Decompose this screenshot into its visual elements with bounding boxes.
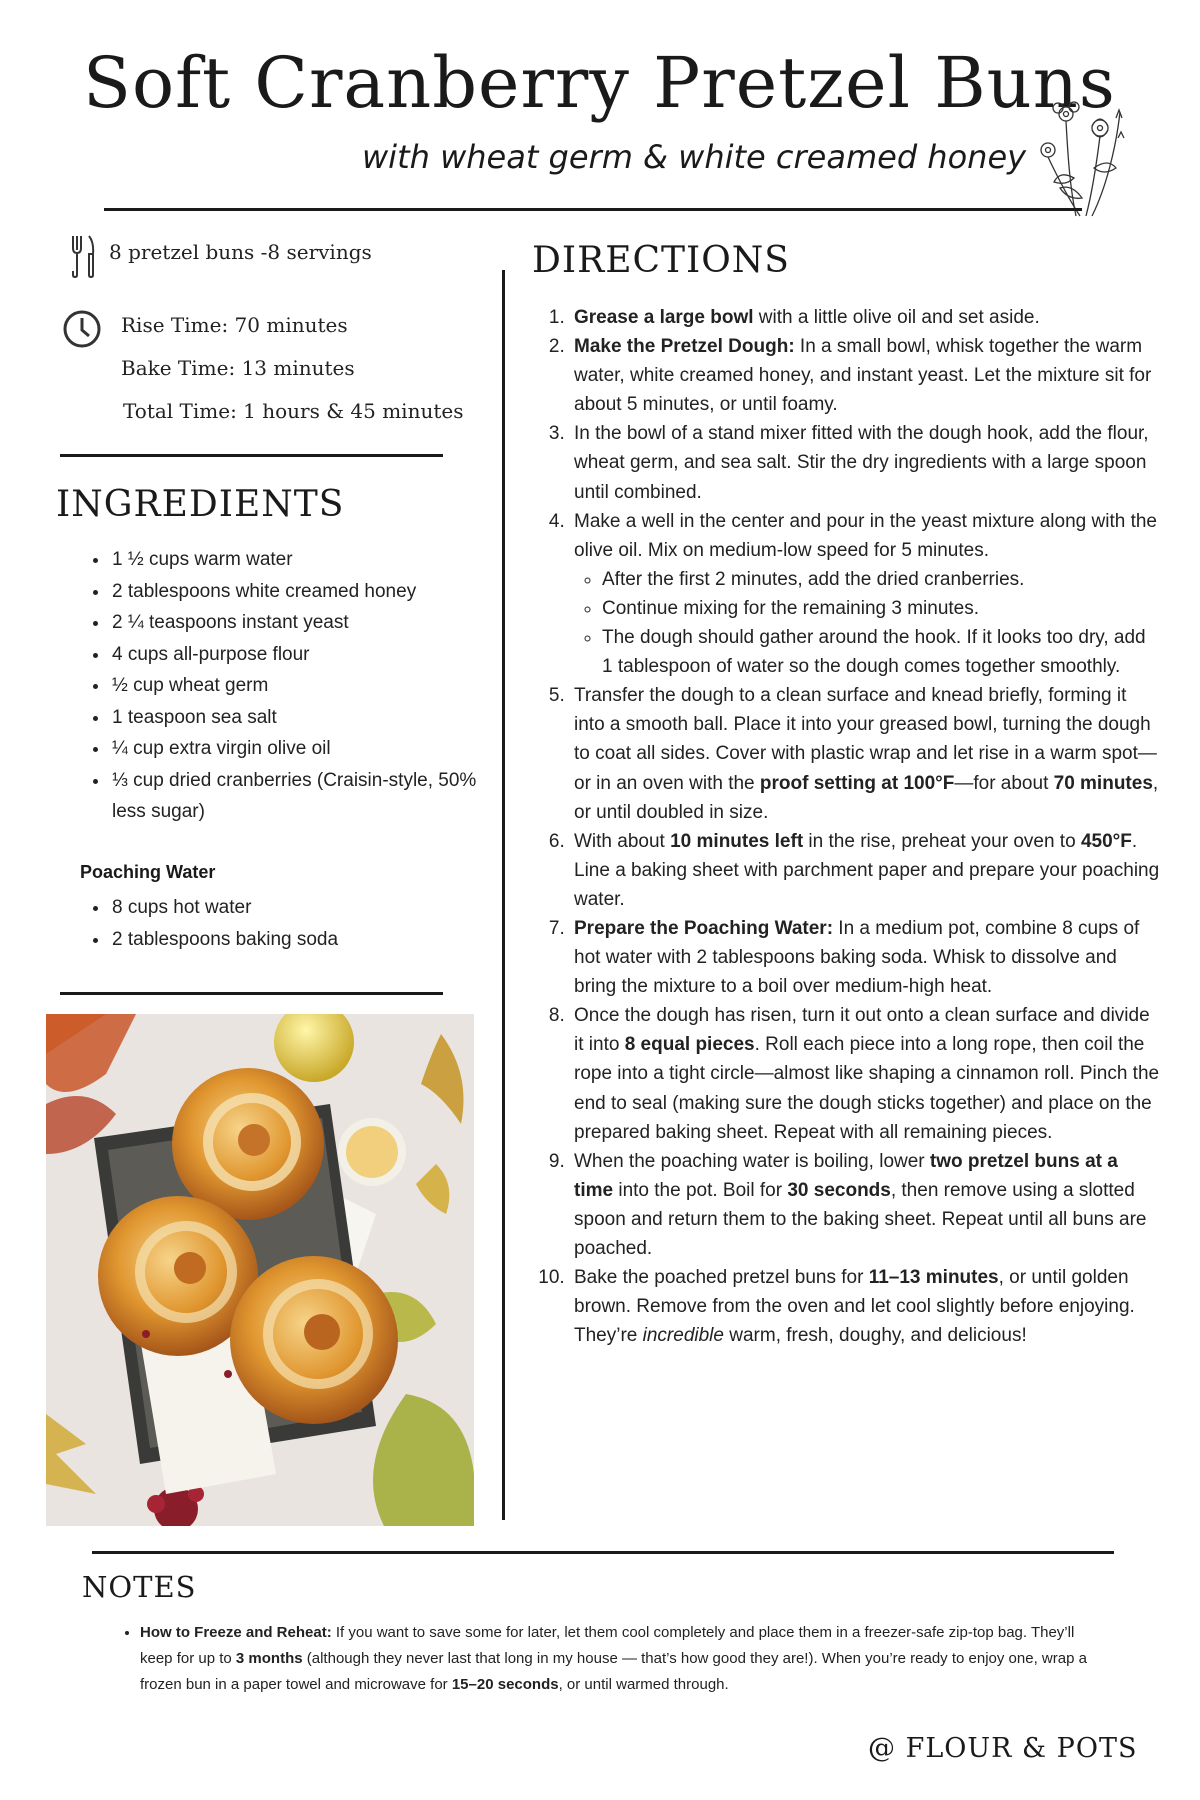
poaching-water-list [78,892,510,955]
step-text: With about [574,830,671,852]
note-emphasis: 15–20 seconds [451,1676,559,1693]
direction-step [570,332,1160,419]
poaching-water-heading: Poaching Water [80,862,216,882]
ingredients-divider [60,992,443,995]
step-text: In a medium pot, combine 8 cups of hot water with 2 tablespoons baking soda. Whisk to dissolve and bring the mixture to a boil over medium-high heat. [574,917,1140,998]
step-emphasis: proof setting at 100°F [759,772,955,794]
sub-step: ◦ Continue mixing for the remaining 3 minutes. [602,594,1160,623]
total-time-text: Total Time: 1 hours & 45 minutes [123,399,464,423]
step-text: —for about [954,772,1054,794]
list-item: • 4 cups all-purpose flour [110,639,510,671]
ingredients-heading: INGREDIENTS [56,484,345,525]
direction-step [570,681,1160,826]
list-item: • 1 teaspoon sea salt [110,702,510,734]
notes-list [118,1620,1110,1698]
ingredients-list [78,544,510,828]
sub-step-list [574,565,1160,681]
column-divider [502,270,505,1520]
step-text: , then remove using a slotted spoon and return them to the baking sheet. Repeat until all buns are poached. [574,1179,1147,1259]
direction-step [570,827,1160,914]
step-emphasis: 450°F [1080,830,1132,852]
list-item: • 1 ½ cups warm water [110,544,510,576]
step-emphasis: two pretzel buns at a time [574,1150,1118,1201]
note-emphasis: 3 months [235,1650,303,1667]
title-divider [104,208,1082,211]
step-emphasis: Grease a large bowl [574,307,754,328]
direction-step [570,1263,1160,1350]
step-text: with a little olive oil and set aside. [753,307,1040,328]
step-text: Bake the poached pretzel buns for [574,1267,869,1289]
fork-knife-icon [70,234,96,278]
wildflower-illustration-icon [1036,98,1136,218]
list-item: • ⅓ cup dried cranberries (Craisin-style, 50% less sugar) [110,765,510,828]
direction-step [570,507,1160,682]
meta-divider [60,454,443,457]
step-text: . Roll each piece into a long rope, then coil the rope into a tight circle—almost like shaping a cinnamon roll. Pinch the end to seal (making sure the dough sticks together) and place on the prepared baking sheet. Repeat with all remaining pieces. [574,1034,1160,1143]
step-text: in the rise, preheat your oven to [803,830,1081,852]
direction-step [570,419,1160,506]
recipe-title: Soft Cranberry Pretzel Buns [83,42,1116,124]
step-italic: incredible [642,1325,724,1347]
direction-step [570,1001,1160,1146]
step-emphasis: Prepare the Poaching Water: [574,917,834,939]
direction-step [570,303,1160,332]
list-item: • 8 cups hot water [110,892,510,924]
step-emphasis: Make the Pretzel Dough: [574,336,795,358]
clock-icon [62,309,102,349]
step-text: Make a well in the center and pour in the yeast mixture along with the olive oil. Mix on medium-low speed for 5 minutes. [574,510,1157,561]
list-item: • 2 ¼ teaspoons instant yeast [110,607,510,639]
bake-time-text: Bake Time: 13 minutes [121,356,355,380]
list-item: • ½ cup wheat germ [110,670,510,702]
step-text: into the pot. Boil for [613,1179,788,1201]
notes-divider [92,1551,1114,1554]
sub-step: ◦ After the first 2 minutes, add the dried cranberries. [602,565,1160,594]
note-text: , or until warmed through. [558,1676,729,1693]
step-text: . Line a baking sheet with parchment paper and prepare your poaching water. [574,830,1160,910]
sub-step: ◦ The dough should gather around the hook. If it looks too dry, add 1 tablespoon of water so the dough comes together smoothly. [602,623,1160,681]
servings-text: 8 pretzel buns -8 servings [109,240,372,264]
step-text: , or until golden brown. Remove from the oven and let cool slightly before enjoying. They’re [574,1267,1135,1347]
recipe-subtitle: with wheat germ & white creamed honey [362,138,1027,176]
step-text: warm, fresh, doughy, and delicious! [723,1325,1027,1347]
step-text: In a small bowl, whisk together the warm water, white creamed honey, and instant yeast. Let the mixture sit for about 5 minutes, or until foamy. [574,336,1152,416]
brand-footer: @ FLOUR & POTS [868,1733,1138,1764]
step-text: , or until doubled in size. [574,772,1159,823]
step-emphasis: 30 seconds [787,1179,891,1201]
notes-heading: NOTES [82,1570,197,1604]
note-item [140,1620,1110,1698]
direction-step [570,914,1160,1001]
list-item: • 2 tablespoons white creamed honey [110,576,510,608]
note-text: If you want to save some for later, let them cool completely and place them in a freezer-safe zip-top bag. They’ll keep for up to [140,1624,1075,1667]
directions-list [548,303,1160,1350]
directions-heading: DIRECTIONS [532,240,790,281]
note-text: (although they never last that long in my house — that’s how good they are!). When you’re ready to enjoy one, wrap a frozen bun in a paper towel and microwave for [140,1650,1087,1693]
direction-step [570,1147,1160,1263]
rise-time-text: Rise Time: 70 minutes [121,313,348,337]
step-emphasis: 11–13 minutes [868,1267,999,1289]
list-item: • 2 tablespoons baking soda [110,924,510,956]
note-emphasis: How to Freeze and Reheat: [140,1624,332,1641]
pretzel-buns-photo [46,1014,474,1526]
step-emphasis: 10 minutes left [670,830,804,852]
step-text: Transfer the dough to a clean surface and knead briefly, forming it into a smooth ball. Place it into your greased bowl, turning the dough to coat all sides. Cover with plastic wrap and let rise in a warm spot—or in an oven with the [574,685,1157,794]
step-text: When the poaching water is boiling, lower [574,1150,930,1172]
step-emphasis: 8 equal pieces [624,1034,755,1056]
list-item: • ¼ cup extra virgin olive oil [110,733,510,765]
step-emphasis: 70 minutes [1053,772,1153,794]
step-text: In the bowl of a stand mixer fitted with the dough hook, add the flour, wheat germ, and sea salt. Stir the dry ingredients with a large spoon until combined. [574,423,1149,503]
step-text: Once the dough has risen, turn it out onto a clean surface and divide it into [574,1005,1150,1056]
